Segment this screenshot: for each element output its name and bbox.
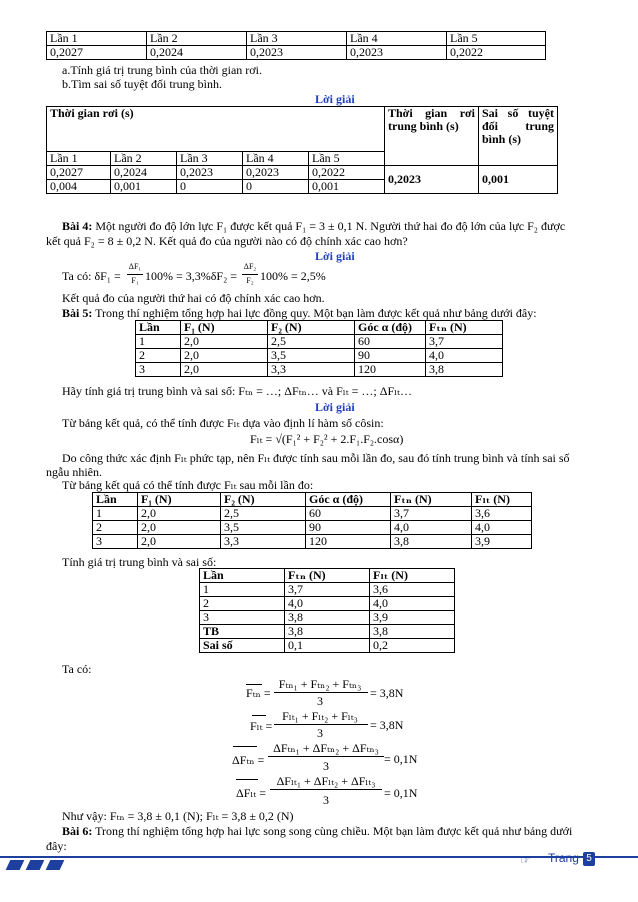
eq-result: = 0,1N xyxy=(384,786,418,800)
exercise-4-line-1 xyxy=(62,219,565,233)
table-cell: Lần xyxy=(200,569,285,583)
fraction-denominator: F₂ xyxy=(246,276,254,285)
fraction-denominator: 3 xyxy=(317,726,323,740)
table-cell: 3 xyxy=(200,611,285,625)
table-cell: 2 xyxy=(200,597,285,611)
exercise-5-line-1 xyxy=(62,306,537,320)
footer-stripe xyxy=(46,860,65,870)
table-cell: 3,6 xyxy=(370,583,455,597)
overline xyxy=(236,779,258,780)
table-row xyxy=(136,335,503,349)
table-cell: 0,2022 xyxy=(447,46,546,60)
table-cell: 2,0 xyxy=(138,535,221,549)
exercise-label: Bài 5: xyxy=(62,306,93,320)
fraction-numerator: Fₜₙ₁ + Fₜₙ₂ + Fₜₙ₃ xyxy=(278,677,362,691)
exercise-label: Bài 4: xyxy=(62,219,93,233)
table-cell: 90 xyxy=(306,521,391,535)
force-table xyxy=(135,320,503,377)
table-cell: Thời gian rơi trung bình (s) xyxy=(385,107,479,166)
text-line: Từ bảng kết quả, có thể tính được Fₗₜ dựa vào định lí hàm số côsin: xyxy=(62,416,384,430)
table-cell: 0,1 xyxy=(285,639,370,653)
table-header-row xyxy=(47,107,558,152)
table-cell: 0,2023 xyxy=(177,166,243,180)
table-cell: Lần 5 xyxy=(309,152,385,166)
solution-heading: Lời giải xyxy=(315,92,355,106)
table-cell: 2,0 xyxy=(181,363,268,377)
exercise-6-line-1 xyxy=(62,824,572,838)
table-cell: 3,8 xyxy=(370,625,455,639)
ta-co-label: Ta có: δF₁ = xyxy=(62,269,121,283)
text-line: Tính giá trị trung bình và sai số: xyxy=(62,555,217,569)
fraction-denominator: 3 xyxy=(317,694,323,708)
table-cell: Lần 3 xyxy=(177,152,243,166)
table-cell: Fₗₜ (N) xyxy=(370,569,455,583)
fraction-denominator: 3 xyxy=(323,759,329,773)
table-cell: 0,001 xyxy=(479,166,558,194)
table-cell: 90 xyxy=(355,349,426,363)
table-cell: 1 xyxy=(93,507,138,521)
table-row xyxy=(47,166,558,180)
table-cell: 2,0 xyxy=(181,349,268,363)
table-cell: Lần 4 xyxy=(347,32,447,46)
pointing-hand-icon: ☞ xyxy=(520,853,531,867)
table-cell: 0,2027 xyxy=(47,46,147,60)
table-cell: Lần 1 xyxy=(47,32,147,46)
fraction-denominator: F₁ xyxy=(131,276,139,285)
drop-time-table xyxy=(46,31,546,60)
table-cell: Lần xyxy=(93,493,138,507)
table-cell: 3,6 xyxy=(472,507,532,521)
eq-lhs: Fₗₜ = xyxy=(250,719,273,733)
eq-result: = 0,1N xyxy=(384,752,418,766)
footer-stripe xyxy=(6,860,25,870)
table-cell: 2,0 xyxy=(138,507,221,521)
table-cell: 3,5 xyxy=(268,349,355,363)
exercise-text: Một người đo độ lớn lực F₁ được kết quả F₁ = 3 ± 0,1 N. Người thứ hai đo độ lớn của lực F₂ được xyxy=(92,219,566,233)
fraction-bar xyxy=(274,692,368,693)
table-cell: 3,8 xyxy=(285,625,370,639)
table-cell: 4,0 xyxy=(285,597,370,611)
table-cell: 0,2023 xyxy=(385,166,479,194)
table-cell: Lần 2 xyxy=(111,152,177,166)
table-row xyxy=(200,639,455,653)
table-row xyxy=(136,349,503,363)
fraction-bar xyxy=(274,724,368,725)
table-cell: 3,8 xyxy=(426,363,503,377)
overline xyxy=(246,684,262,685)
table-cell: 2,0 xyxy=(181,335,268,349)
table-header-row xyxy=(47,32,546,46)
table-header-row xyxy=(93,493,532,507)
table-cell: 0,2023 xyxy=(243,166,309,180)
exercise-text: Trong thí nghiệm tổng hợp hai lực song song cùng chiều. Một bạn làm được kết quả như bảng dưới xyxy=(92,824,573,838)
eq-lhs: ΔFₗₜ = xyxy=(236,786,267,800)
conclusion: Kết quả đo của người thứ hai có độ chính xác cao hơn. xyxy=(62,291,325,305)
table-cell: Fₜₙ (N) xyxy=(426,321,503,335)
table-cell: 4,0 xyxy=(370,597,455,611)
table-cell: 1 xyxy=(136,335,181,349)
table-cell: 3,5 xyxy=(221,521,306,535)
table-cell: 120 xyxy=(306,535,391,549)
text-line: Từ bảng kết quả có thể tính được Fₗₜ sau mỗi lần đo: xyxy=(62,478,314,492)
table-cell: 0,2024 xyxy=(111,166,177,180)
table-cell: 120 xyxy=(355,363,426,377)
table-cell: 1 xyxy=(200,583,285,597)
table-cell: Góc α (độ) xyxy=(306,493,391,507)
table-cell: 3,7 xyxy=(285,583,370,597)
table-cell: Lần 4 xyxy=(243,152,309,166)
table-cell: Lần 2 xyxy=(147,32,247,46)
table-row xyxy=(136,363,503,377)
table-cell: 0,001 xyxy=(111,180,177,194)
solution-table xyxy=(46,106,558,194)
text-line: Do công thức xác định Fₗₜ phức tạp, nên Fₗₜ được tính sau mỗi lần đo, sau đó tính trung bình và tính sai số xyxy=(62,451,570,465)
table-cell: 0,001 xyxy=(309,180,385,194)
delta-f1-result: 100% = 3,3%δF₂ = xyxy=(145,269,238,283)
fraction-numerator: Fₗₜ₁ + Fₗₜ₂ + Fₗₜ₃ xyxy=(282,709,358,723)
exercise-6-line-2: đây: xyxy=(46,839,67,853)
table-cell: F₂ (N) xyxy=(221,493,306,507)
table-cell: Lần 3 xyxy=(247,32,347,46)
fraction-bar xyxy=(270,789,382,790)
table-cell: 0 xyxy=(243,180,309,194)
overline xyxy=(233,746,257,747)
eq-lhs: Fₜₙ = xyxy=(246,686,271,700)
table-cell: 0,2023 xyxy=(347,46,447,60)
table-cell: 2,5 xyxy=(268,335,355,349)
fraction-numerator: ΔFₗₜ₁ + ΔFₗₜ₂ + ΔFₗₜ₃ xyxy=(276,774,376,788)
table-cell: 0,2 xyxy=(370,639,455,653)
table-row xyxy=(47,46,546,60)
table-cell: 3,9 xyxy=(472,535,532,549)
question-b: b.Tìm sai số tuyệt đối trung bình. xyxy=(62,77,222,91)
table-cell: F₁ (N) xyxy=(138,493,221,507)
table-cell: 2,0 xyxy=(138,521,221,535)
table-cell: Lần 1 xyxy=(47,152,111,166)
table-row xyxy=(200,625,455,639)
task-prompt: Hãy tính giá trị trung bình và sai số: Fₜₙ = …; ΔFₜₙ… và Fₗₜ = …; ΔFₗₜ… xyxy=(62,384,413,398)
table-cell: F₁ (N) xyxy=(181,321,268,335)
exercise-text: Trong thí nghiệm tổng hợp hai lực đồng quy. Một bạn làm được kết quả như bảng dưới đây: xyxy=(92,306,537,320)
table-cell: Thời gian rơi (s) xyxy=(47,107,385,152)
table-row xyxy=(93,521,532,535)
table-cell: 0,2027 xyxy=(47,166,111,180)
table-cell: TB xyxy=(200,625,285,639)
table-cell: 3,7 xyxy=(391,507,472,521)
cosine-formula: Fₗₜ = √(F₁² + F₂² + 2.F₁.F₂.cosα) xyxy=(250,432,404,446)
table-cell: Sai số tuyệt đối trung bình (s) xyxy=(479,107,558,166)
table-row xyxy=(200,597,455,611)
table-cell: 3,3 xyxy=(221,535,306,549)
table-row xyxy=(93,507,532,521)
fraction-denominator: 3 xyxy=(323,793,329,807)
table-cell: Góc α (độ) xyxy=(355,321,426,335)
fraction-numerator: ΔFₜₙ₁ + ΔFₜₙ₂ + ΔFₜₙ₃ xyxy=(273,741,379,755)
fraction-bar xyxy=(127,274,143,275)
table-cell: Lần 5 xyxy=(447,32,546,46)
table-cell: 60 xyxy=(355,335,426,349)
table-cell: 3,9 xyxy=(370,611,455,625)
fraction-bar xyxy=(242,274,258,275)
overline xyxy=(252,715,266,716)
table-cell: 0 xyxy=(177,180,243,194)
solution-heading: Lời giải xyxy=(315,400,355,414)
text-line: Ta có: xyxy=(62,662,92,676)
table-cell: 4,0 xyxy=(472,521,532,535)
table-cell: 60 xyxy=(306,507,391,521)
table-cell: F₂ (N) xyxy=(268,321,355,335)
table-cell: 2,5 xyxy=(221,507,306,521)
table-row xyxy=(200,583,455,597)
table-cell: Fₜₙ (N) xyxy=(391,493,472,507)
table-cell: Sai số xyxy=(200,639,285,653)
eq-result: = 3,8N xyxy=(370,686,404,700)
solution-heading: Lời giải xyxy=(315,249,355,263)
table-cell: 3 xyxy=(93,535,138,549)
table-cell: 3 xyxy=(136,363,181,377)
table-row xyxy=(93,535,532,549)
table-cell: Fₜₙ (N) xyxy=(285,569,370,583)
table-cell: 4,0 xyxy=(426,349,503,363)
table-cell: 3,8 xyxy=(391,535,472,549)
eq-result: = 3,8N xyxy=(370,718,404,732)
page-label: Trang xyxy=(548,851,579,865)
summary-line: Như vậy: Fₜₙ = 3,8 ± 0,1 (N); Fₗₜ = 3,8 ± 0,2 (N) xyxy=(62,809,294,823)
table-cell: 3,3 xyxy=(268,363,355,377)
average-error-table xyxy=(199,568,455,653)
table-cell: 0,2024 xyxy=(147,46,247,60)
fraction-bar xyxy=(268,756,384,757)
eq-lhs: ΔFₜₙ = xyxy=(232,753,265,767)
page-number: 5 xyxy=(583,852,595,866)
table-row xyxy=(200,611,455,625)
force-table-computed xyxy=(92,492,532,549)
footer-rule xyxy=(0,856,638,858)
delta-f2-result: 100% = 2,5% xyxy=(260,269,326,283)
table-cell: 2 xyxy=(136,349,181,363)
text-line: ngẫu nhiên. xyxy=(46,465,102,479)
exercise-label: Bài 6: xyxy=(62,824,93,838)
table-cell: 0,2023 xyxy=(247,46,347,60)
table-header-row xyxy=(136,321,503,335)
exercise-4-line-2: kết quả F₂ = 8 ± 0,2 N. Kết quả đo của người nào có độ chính xác cao hơn? xyxy=(46,234,408,248)
table-cell: Fₗₜ (N) xyxy=(472,493,532,507)
fraction-numerator: ΔF₂ xyxy=(243,262,257,271)
question-a: a.Tính giá trị trung bình của thời gian rơi. xyxy=(62,63,262,77)
table-cell: Lần xyxy=(136,321,181,335)
table-cell: 0,2022 xyxy=(309,166,385,180)
table-cell: 3,7 xyxy=(426,335,503,349)
table-header-row xyxy=(200,569,455,583)
table-cell: 2 xyxy=(93,521,138,535)
table-cell: 0,004 xyxy=(47,180,111,194)
table-cell: 4,0 xyxy=(391,521,472,535)
table-cell: 3,8 xyxy=(285,611,370,625)
footer-stripe xyxy=(26,860,45,870)
fraction-numerator: ΔF₁ xyxy=(128,262,142,271)
